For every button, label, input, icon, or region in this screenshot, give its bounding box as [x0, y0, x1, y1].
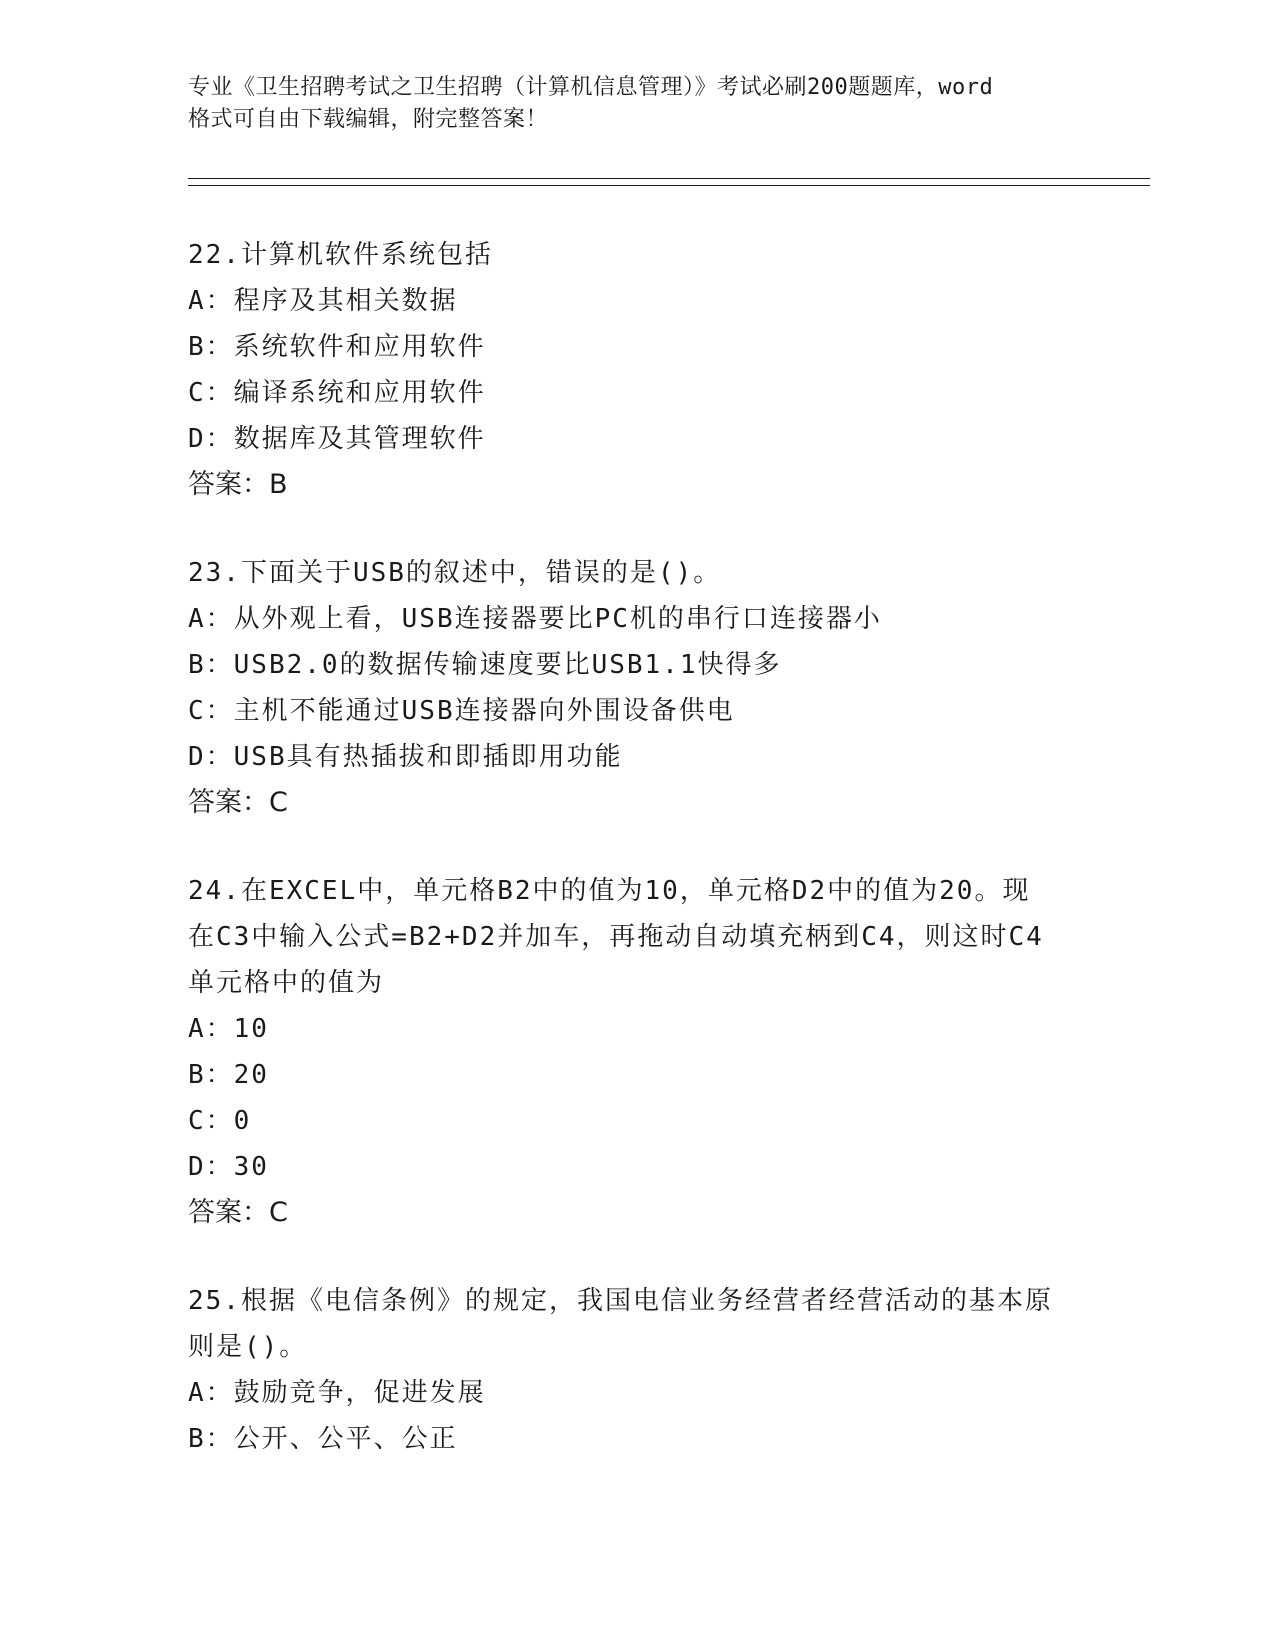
- question-stem-continued: 在C3中输入公式=B2+D2并加车，再拖动自动填充柄到C4，则这时C4: [188, 922, 1044, 952]
- question-stem-continued: 则是()。: [188, 1332, 308, 1362]
- question-24: [188, 868, 1088, 1236]
- question-list: [188, 232, 1088, 1504]
- header-line: 格式可自由下载编辑，附完整答案！: [188, 107, 549, 132]
- question-stem: 25.根据《电信条例》的规定，我国电信业务经营者经营活动的基本原: [188, 1286, 1053, 1316]
- option-a: A：从外观上看，USB连接器要比PC机的串行口连接器小: [188, 604, 882, 634]
- question-stem: 24.在EXCEL中，单元格B2中的值为10，单元格D2中的值为20。现: [188, 876, 1031, 906]
- question-stem: 23.下面关于USB的叙述中，错误的是()。: [188, 558, 722, 588]
- answer-line: 答案：C: [188, 787, 288, 818]
- document-header: [188, 72, 1088, 136]
- option-c: C：0: [188, 1106, 252, 1136]
- header-divider: [188, 178, 1150, 186]
- option-d: D：USB具有热插拔和即插即用功能: [188, 742, 623, 772]
- question-22: [188, 232, 1088, 508]
- option-b: B：USB2.0的数据传输速度要比USB1.1快得多: [188, 650, 782, 680]
- option-b: B：系统软件和应用软件: [188, 332, 486, 362]
- option-d: D：数据库及其管理软件: [188, 424, 486, 454]
- question-stem: 22.计算机软件系统包括: [188, 240, 493, 270]
- answer-line: 答案：B: [188, 469, 288, 500]
- header-line: 专业《卫生招聘考试之卫生招聘（计算机信息管理）》考试必刷200题题库，word: [188, 75, 994, 100]
- question-stem-continued: 单元格中的值为: [188, 968, 385, 998]
- answer-line: 答案：C: [188, 1197, 288, 1228]
- option-a: A：10: [188, 1014, 269, 1044]
- option-d: D：30: [188, 1152, 269, 1182]
- option-c: C：主机不能通过USB连接器向外围设备供电: [188, 696, 735, 726]
- option-b: B：公开、公平、公正: [188, 1424, 458, 1454]
- question-23: [188, 550, 1088, 826]
- option-b: B：20: [188, 1060, 269, 1090]
- option-c: C：编译系统和应用软件: [188, 378, 486, 408]
- option-a: A：程序及其相关数据: [188, 286, 458, 316]
- question-25: [188, 1278, 1088, 1462]
- option-a: A：鼓励竞争，促进发展: [188, 1378, 486, 1408]
